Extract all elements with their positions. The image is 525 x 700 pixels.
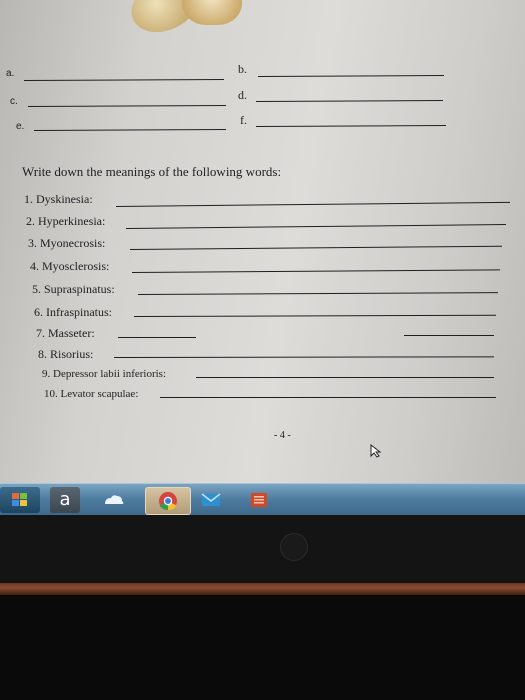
powerpoint-icon[interactable] (244, 487, 274, 513)
mail-icon[interactable] (196, 487, 226, 513)
blank-label-d: d. (238, 88, 247, 102)
mouse-cursor-icon (370, 444, 384, 458)
blank-line-e (34, 129, 226, 131)
blank-label-e: e. (16, 121, 25, 132)
answer-line (132, 269, 500, 273)
laptop-hinge (0, 583, 525, 595)
hp-logo-icon (280, 533, 308, 561)
item-label: 4. Myosclerosis: (30, 259, 110, 273)
item-label: 8. Risorius: (38, 347, 94, 361)
item-label: 5. Supraspinatus: (32, 282, 115, 296)
item-label: 1. Dyskinesia: (24, 192, 93, 206)
answer-line (130, 246, 502, 251)
answer-line (404, 335, 494, 336)
amazon-icon[interactable]: a (50, 487, 80, 513)
cloud-icon[interactable] (98, 487, 128, 513)
chrome-icon[interactable] (145, 487, 191, 515)
item-label: 7. Masseter: (36, 326, 95, 340)
top-photo (112, 0, 262, 34)
item-label: 3. Myonecrosis: (28, 236, 106, 250)
blank-label-a: a. (6, 68, 15, 79)
answer-line (126, 224, 506, 229)
blank-label-b: b. (238, 62, 247, 76)
blank-label-f: f. (240, 113, 247, 127)
item-label: 10. Levator scapulae: (44, 388, 139, 400)
laptop-base (0, 595, 525, 700)
blank-line-b (258, 75, 444, 77)
answer-line (114, 356, 494, 358)
answer-line (134, 315, 496, 318)
item-label: 9. Depressor labii inferioris: (42, 368, 167, 380)
answer-line (196, 377, 494, 378)
blank-line-f (256, 125, 446, 127)
item-label: 2. Hyperkinesia: (26, 214, 106, 228)
answer-line (116, 202, 510, 207)
answer-line (160, 397, 496, 398)
page-number: - 4 - (274, 430, 291, 441)
section-title: Write down the meanings of the following words: (22, 164, 282, 179)
blank-line-a (24, 79, 224, 81)
taskbar (0, 483, 525, 516)
blank-line-d (256, 100, 443, 102)
monitor-bezel (0, 515, 525, 585)
blank-line-c (28, 105, 226, 107)
answer-line (138, 292, 498, 295)
blank-label-c: c. (10, 96, 18, 107)
item-label: 6. Infraspinatus: (34, 305, 112, 319)
answer-line (118, 337, 196, 338)
windows-start-icon[interactable] (0, 487, 40, 513)
